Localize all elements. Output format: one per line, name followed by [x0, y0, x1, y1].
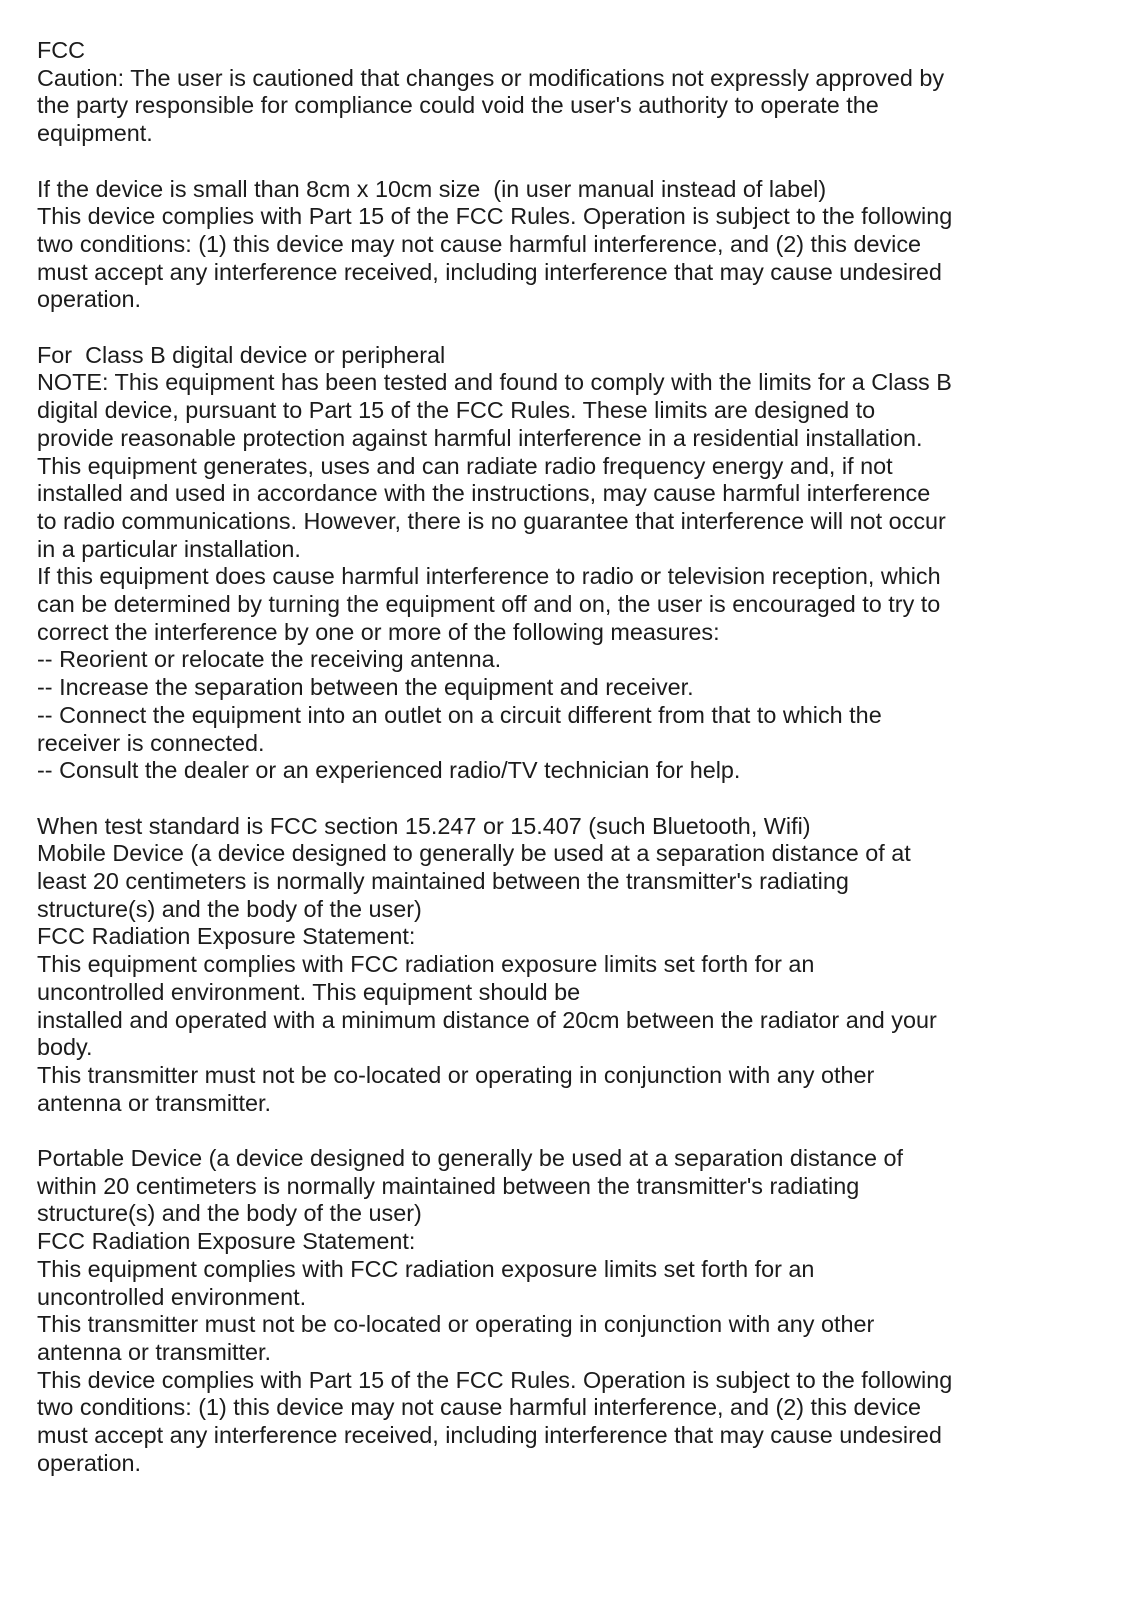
- text-line: operation.: [37, 1449, 142, 1476]
- text-line: This transmitter must not be co-located or operating in conjunction with any other: [37, 1311, 875, 1338]
- text-line: FCC: [37, 37, 86, 63]
- section-small-device: [37, 176, 1102, 315]
- text-line: uncontrolled environment. This equipment should be: [37, 978, 581, 1005]
- text-line: within 20 centimeters is normally maintained between the transmitter's radiating: [37, 1172, 860, 1199]
- text-line: operation.: [37, 286, 142, 313]
- text-line: This equipment complies with FCC radiation exposure limits set forth for an: [37, 1255, 815, 1282]
- text-line: This equipment complies with FCC radiation exposure limits set forth for an: [37, 951, 815, 978]
- text-line: Mobile Device (a device designed to generally be used at a separation distance of at: [37, 840, 911, 867]
- text-line: uncontrolled environment.: [37, 1283, 307, 1310]
- text-line: -- Consult the dealer or an experienced radio/TV technician for help.: [37, 757, 741, 784]
- text-line: receiver is connected.: [37, 729, 265, 756]
- text-line: For Class B digital device or peripheral: [37, 341, 446, 368]
- text-line: correct the interference by one or more of the following measures:: [37, 618, 720, 645]
- text-line: Caution: The user is cautioned that changes or modifications not expressly approved by: [37, 64, 945, 91]
- text-line: FCC Radiation Exposure Statement:: [37, 1228, 416, 1255]
- text-line: can be determined by turning the equipment off and on, the user is encouraged to try to: [37, 591, 941, 618]
- text-line: -- Connect the equipment into an outlet on a circuit different from that to which the: [37, 701, 882, 728]
- text-line: installed and used in accordance with the instructions, may cause harmful interference: [37, 480, 931, 507]
- text-line: must accept any interference received, including interference that may cause undesired: [37, 1422, 942, 1449]
- text-line: installed and operated with a minimum distance of 20cm between the radiator and your: [37, 1006, 937, 1033]
- section-class-b-device: [37, 342, 1102, 785]
- text-line: If the device is small than 8cm x 10cm size (in user manual instead of label): [37, 175, 827, 202]
- text-line: This transmitter must not be co-located or operating in conjunction with any other: [37, 1061, 875, 1088]
- text-line: equipment.: [37, 120, 153, 147]
- text-line: antenna or transmitter.: [37, 1089, 272, 1116]
- text-line: structure(s) and the body of the user): [37, 895, 422, 922]
- text-line: provide reasonable protection against harmful interference in a residential installation.: [37, 424, 923, 451]
- text-line: When test standard is FCC section 15.247 or 15.407 (such Bluetooth, Wifi): [37, 812, 811, 839]
- text-line: If this equipment does cause harmful interference to radio or television reception, which: [37, 563, 941, 590]
- text-line: in a particular installation.: [37, 535, 301, 562]
- fcc-statement-document: [37, 37, 1102, 1505]
- text-line: the party responsible for compliance could void the user's authority to operate the: [37, 92, 879, 119]
- text-line: This device complies with Part 15 of the FCC Rules. Operation is subject to the following: [37, 203, 953, 230]
- text-line: digital device, pursuant to Part 15 of the FCC Rules. These limits are designed to: [37, 397, 876, 424]
- text-line: Portable Device (a device designed to generally be used at a separation distance of: [37, 1145, 904, 1172]
- section-mobile-device: [37, 813, 1102, 1118]
- text-line: must accept any interference received, including interference that may cause undesired: [37, 258, 942, 285]
- text-line: -- Increase the separation between the equipment and receiver.: [37, 674, 694, 701]
- text-line: structure(s) and the body of the user): [37, 1200, 422, 1227]
- text-line: two conditions: (1) this device may not cause harmful interference, and (2) this device: [37, 230, 922, 257]
- section-portable-device: [37, 1145, 1102, 1477]
- text-line: body.: [37, 1034, 93, 1061]
- section-fcc-caution: [37, 37, 1102, 148]
- text-line: least 20 centimeters is normally maintained between the transmitter's radiating: [37, 868, 849, 895]
- text-line: two conditions: (1) this device may not cause harmful interference, and (2) this device: [37, 1394, 922, 1421]
- text-line: FCC Radiation Exposure Statement:: [37, 923, 416, 950]
- text-line: antenna or transmitter.: [37, 1338, 272, 1365]
- text-line: NOTE: This equipment has been tested and found to comply with the limits for a Class B: [37, 369, 952, 396]
- text-line: -- Reorient or relocate the receiving antenna.: [37, 646, 502, 673]
- text-line: This device complies with Part 15 of the FCC Rules. Operation is subject to the following: [37, 1366, 953, 1393]
- text-line: This equipment generates, uses and can radiate radio frequency energy and, if not: [37, 452, 893, 479]
- text-line: to radio communications. However, there is no guarantee that interference will not occur: [37, 507, 946, 534]
